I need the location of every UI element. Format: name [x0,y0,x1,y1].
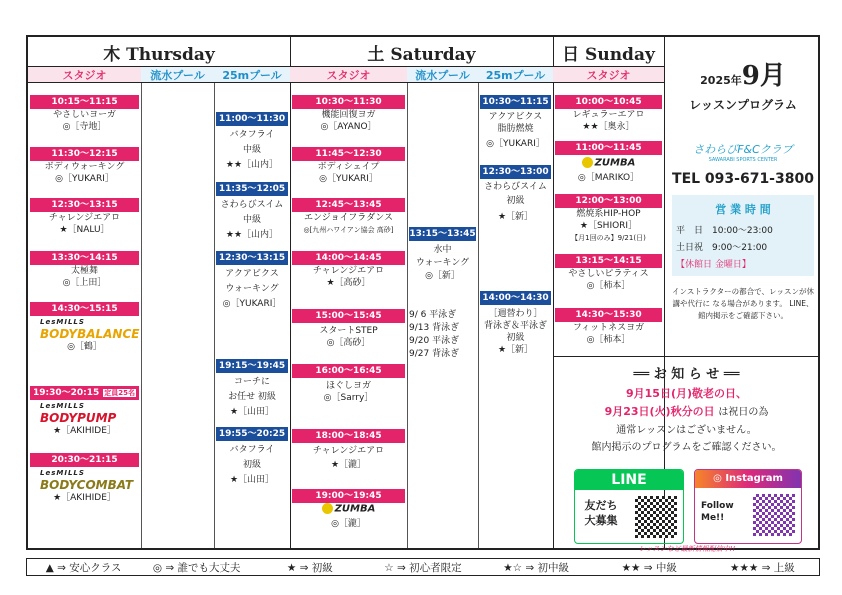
lesson-card [480,291,551,356]
divider [290,37,291,548]
lesson-level: 脂肪燃焼 [497,124,534,134]
program-title: 2025年9月 [700,61,786,91]
lesson-instructor: ◎［YUKARI］ [222,299,282,309]
lesson-time: 14:00～14:45 [292,251,405,265]
day-header-saturday: 土 Saturday [367,44,476,65]
lesson-name: バタフライ [229,445,275,455]
lesson-instructor: ★［NALU］ [59,225,110,235]
lesson-time: 10:15～11:15 [30,95,139,109]
lesson-instructor: ★［山田］ [229,407,275,417]
lesson-name: ほぐしヨガ [325,381,371,391]
lesson-time: 13:15～14:15 [555,254,662,268]
qr-code-icon [753,494,795,536]
lesson-time: 12:45～13:45 [292,198,405,212]
lesson-time: 12:00～13:00 [555,194,662,208]
legend-item: ☆ ⇒ 初心者限定 [384,561,462,574]
lesson-instructor: ★［新］ [497,345,534,355]
lesson-time: 10:00～10:45 [555,95,662,109]
legend-item: ★☆ ⇒ 初中級 [503,561,570,574]
lesson-card [480,165,551,223]
zumba-icon [322,503,333,514]
lesson-card [555,308,662,346]
lesson-instructor: ◎［柿本］ [586,281,631,291]
lesson-name: アクアビクス [225,269,279,279]
instagram-logo: ◎ Instagram [695,470,801,488]
lesson-level: 初級 [506,196,525,206]
lesson-instructor: ◎［柿本］ [586,335,631,345]
lesson-card [292,95,405,133]
lesson-name: チャレンジエアロ [312,266,385,276]
lesson-card [292,147,405,185]
col-studio: スタジオ [28,67,141,83]
divider [553,356,820,357]
lesson-instructor: ★［山田］ [229,475,275,485]
lesson-card [555,141,662,184]
zumba-logo: ZUMBA [292,503,405,516]
lesson-name: チャレンジエアロ [48,213,121,223]
col-25m-pool: 25mプール [478,67,553,83]
line-text: 友だち 大募集 [584,499,618,527]
info-note: インストラクターの都合で、レッスンが休講や代行に なる場合があります。 LINE、館内掲示をご確認下さい。 [672,287,814,320]
col-25m-pool: 25mプール [214,67,290,83]
legend-item: ▲ ⇒ 安心クラス [45,561,122,574]
lesson-name: エンジョイフラダンス [303,213,394,223]
col-studio: スタジオ [290,67,407,83]
info-panel [666,37,820,356]
lesson-card [555,95,662,133]
lesson-name: さわらびスイム [220,200,284,210]
lesson-card [409,227,476,282]
lesson-instructor: ★［新］ [497,212,534,222]
divider [214,67,215,548]
lesmills-logo: LesMILLS [40,318,85,326]
lesson-time: 11:35～12:05 [216,182,288,196]
lesson-card [216,359,288,418]
lesson-card [555,254,662,292]
lesson-time: 12:30～13:00 [480,165,551,179]
lesson-name: やさしいヨーガ [53,110,116,120]
day-header-thursday: 木 Thursday [103,44,215,65]
lesson-card [30,251,139,289]
col-flow-pool: 流水プール [141,67,214,83]
lesson-name: ［週替わり］ [488,309,543,319]
lesson-instructor: ★［AKIHIDE］ [53,493,116,503]
lesson-level: 初級 [242,460,261,470]
lesson-time: 14:00～14:30 [480,291,551,305]
lesson-instructor: ◎［寺地］ [62,122,107,132]
lesson-level: 背泳ぎ＆平泳ぎ [483,321,547,331]
col-flow-pool: 流水プール [407,67,478,83]
lesson-card [216,251,288,310]
lesson-name: 燃焼系HIP-HOP [576,209,641,219]
club-logo-sub: SAWARABI SPORTS CENTER [708,157,778,163]
legend-item: ★★ ⇒ 中級 [621,561,677,574]
lesson-instructor: ◎［AYANO］ [320,122,377,132]
lesson-time: 19:15～19:45 [216,359,288,373]
program-logo: BODYBALANCE [40,327,140,341]
lesson-time: 13:15～13:45 [409,229,476,239]
lesson-instructor: ◎［YUKARI］ [486,139,545,149]
lesson-name: 水中 [433,245,452,255]
lesson-card [292,198,405,236]
lesson-time: 19:30～20:15 定員25名 [30,386,139,400]
lesson-name: 機能回復ヨガ [321,110,376,120]
qr-code-icon [635,496,677,538]
lesson-time: 13:30～14:15 [30,251,139,265]
lesson-time: 10:30～11:30 [292,95,405,109]
lesson-instructor: ★［高砂］ [326,278,371,288]
legend-item: ★★★ ⇒ 上級 [730,561,795,574]
lesson-instructor: ★［SHIORI］ [579,221,638,231]
lesson-instructor: ◎［MARIKO］ [577,172,640,183]
lesson-name: ボディシェイプ [317,162,380,172]
lesson-instructor: ★★［奥永］ [582,122,635,132]
lesson-level: お任せ 初級 [228,392,276,402]
lesson-name: アクアビクス [488,112,543,122]
lesson-name: さわらびスイム [484,182,547,192]
divider [478,67,479,548]
lesson-instructor: ★［瀧］ [330,460,367,470]
notice-line: 9月15日(月)敬老の日、 [625,387,747,400]
lesson-time: 11:00～11:45 [555,141,662,155]
notice-line: 9月23日(火)秋分の日 は祝日の為 [604,405,769,418]
program-logo: BODYCOMBAT [40,478,134,492]
lesson-level: 中級 [242,145,261,155]
lesson-time: 15:00～15:45 [292,309,405,323]
lesson-card [216,182,288,241]
lesson-card [30,95,139,133]
lesson-time: 12:30～13:15 [216,251,288,265]
lesson-card [292,364,405,404]
lesson-card [292,309,405,349]
lesson-time: 11:30～12:15 [30,147,139,161]
lesson-card [30,386,139,437]
program-logo: BODYPUMP [40,411,117,425]
schedule-frame [26,35,820,553]
lesson-card [292,489,405,530]
lesson-instructor: ◎［Sarry］ [323,393,374,403]
lesson-name: スタートSTEP [319,326,378,336]
lesson-instructor: ◎[九州ハワイアン協会 高砂] [303,226,394,234]
swim-schedule-notes: 9/ 6 平泳ぎ 9/13 背泳ぎ 9/20 平泳ぎ 9/27 背泳ぎ [409,310,460,359]
zumba-icon [582,157,593,168]
lesson-time: 19:55～20:25 [216,427,288,441]
lesson-name: レギュラーエアロ [572,110,645,120]
lesson-card [292,429,405,471]
lesson-time: 18:00～18:45 [292,429,405,443]
lesson-instructor: ◎［瀧］ [331,518,366,529]
lesson-card [555,194,662,244]
phone-number: TEL 093-671-3800 [672,171,814,187]
lesson-time: 12:30～13:15 [30,198,139,212]
hours-box: 営 業 時 間 平 日 10:00～23:00 土日祝 9:00～21:00 【休館日 金曜日】 [672,195,814,276]
instagram-text: Follow Me!! [701,501,734,523]
legend [26,558,820,576]
lesson-time: 11:45～12:30 [292,147,405,161]
program-subtitle: レッスンプログラム [689,98,797,112]
lesmills-logo: LesMILLS [40,402,85,410]
lesson-card [292,251,405,289]
lesson-time: 20:30～21:15 [30,453,139,467]
lesson-card [30,453,139,504]
lesson-note: 【月1回のみ】9/21(日) [571,234,646,242]
lesson-card [30,302,139,353]
lesmills-logo: LesMILLS [40,469,85,477]
divider [407,67,408,548]
lesson-name: やさしいピラティス [568,269,649,279]
divider [553,37,554,548]
lesson-level: 初級 [506,333,525,343]
lesson-time: 10:30～11:15 [480,95,551,109]
notice-title: ══ お 知 ら せ ══ [633,367,740,382]
lesson-card [30,198,139,236]
lesson-instructor: ★★［山内］ [225,230,279,240]
lesson-time: 16:00～16:45 [292,364,405,378]
lesson-level: 中級 [242,215,261,225]
lesson-name: ボディウォーキング [44,162,125,172]
col-studio: スタジオ [553,67,664,83]
notice-footer: レッスンなど最新情報配信中!! [638,545,736,553]
lesson-name: バタフライ [229,130,275,140]
lesson-instructor: ★★［山内］ [225,160,279,170]
day-header-sunday: 日 Sunday [562,44,655,65]
line-logo: LINE [575,470,683,490]
lesson-time: 19:00～19:45 [292,489,405,503]
instagram-promo[interactable] [694,469,802,544]
lesson-instructor: ★［AKIHIDE］ [53,426,116,436]
lesson-time: 14:30～15:15 [30,302,139,316]
legend-item: ◎ ⇒ 誰でも大丈夫 [152,561,241,574]
notice-line: 通常レッスンはございません。 [616,425,757,436]
lesson-level: ウォーキング [415,258,470,268]
notice-section [555,363,818,453]
lesson-card [216,427,288,486]
lesson-instructor: ◎［上田］ [62,278,107,288]
capacity-badge: 定員25名 [104,389,136,397]
notice-line: 館内掲示のプログラムをご確認ください。 [591,442,782,453]
lesson-level: ウォーキング [225,284,279,294]
lesson-name: 太極舞 [70,266,98,276]
lesson-instructor: ◎［新］ [425,271,460,281]
lesson-name: チャレンジエアロ [312,446,385,456]
divider [141,67,142,548]
line-promo[interactable] [574,469,684,544]
lesson-card [480,95,551,150]
lesson-instructor: ◎［YUKARI］ [319,174,378,184]
lesson-instructor: ◎［鶴］ [67,342,102,352]
lesson-time: 11:00～11:30 [216,112,288,126]
legend-item: ★ ⇒ 初級 [286,561,333,574]
lesson-name: フィットネスヨガ [572,323,645,333]
lesson-instructor: ◎［YUKARI］ [55,174,114,184]
club-logo: さわらびF&Cクラブ [693,143,793,156]
lesson-card [216,112,288,171]
zumba-logo: ZUMBA [555,157,662,170]
lesson-instructor: ◎［高砂］ [326,338,371,348]
lesson-time: 14:30～15:30 [555,308,662,322]
lesson-name: コーチに [233,377,270,387]
lesson-card [30,147,139,185]
